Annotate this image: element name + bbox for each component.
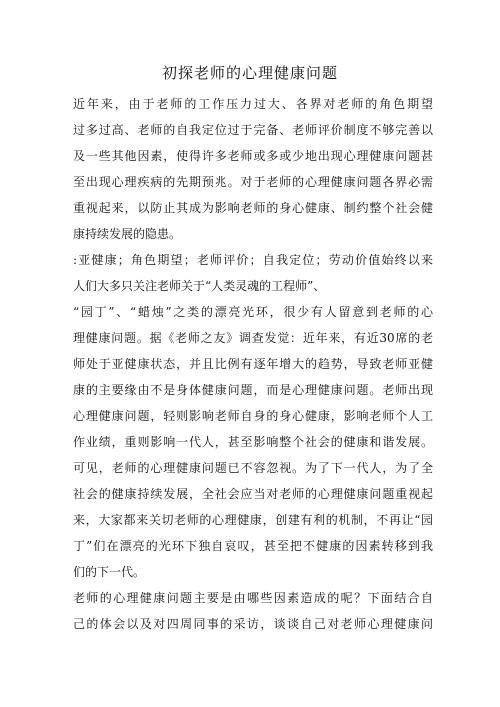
paragraph-line: 己的体会以及对四周同事的采访，谈谈自己对老师心理健康问: [73, 617, 433, 631]
paragraph-line: 师处于亚健康状态，并且比例有逐年增大的趋势，导致老师亚健: [73, 357, 433, 371]
paragraph-line: 老师的心理健康问题主要是由哪些因素造成的呢？下面结合自: [73, 591, 433, 605]
paragraph-line: 康持续发展的隐患。: [73, 227, 182, 241]
paragraph-line: “园丁”、“蜡烛”之类的漂亮光环，很少有人留意到老师的心: [73, 305, 433, 319]
paragraph-line: 及一些其他因素，使得许多老师或多或少地出现心理健康问题甚: [73, 149, 433, 163]
paragraph-line: 理健康问题。据《老师之友》调查发觉：近年来，有近30席的老: [73, 331, 433, 345]
paragraph-line: 社会的健康持续发展，全社会应当对老师的心理健康问题重视起: [73, 487, 433, 501]
paragraph-line: 心理健康问题，轻则影响老师自身的身心健康，影响老师个人工: [73, 409, 433, 423]
paragraph-line: 们的下一代。: [73, 565, 146, 579]
paragraph-line: 康的主要缘由不是身体健康问题，而是心理健康问题。老师出现: [73, 383, 433, 397]
paragraph-line: 至出现心理疾病的先期预兆。对于老师的心理健康问题各界必需: [73, 175, 433, 189]
paragraph-line: 过多过高、老师的自我定位过于完备、老师评价制度不够完善以: [73, 123, 433, 137]
paragraph-line: :亚健康；角色期望；老师评价；自我定位；劳动价值始终以来: [73, 253, 433, 267]
paragraph-line: 人们大多只关注老师关于“人类灵魂的工程师”、: [73, 279, 326, 293]
paragraph-line: 重视起来，以防止其成为影响老师的身心健康、制约整个社会健: [73, 201, 433, 215]
paragraph-line: 可见，老师的心理健康问题已不容忽视。为了下一代人，为了全: [73, 461, 433, 475]
paragraph-line: 近年来，由于老师的工作压力过大、各界对老师的角色期望: [73, 97, 433, 111]
paragraph-line: 作业绩，重则影响一代人，甚至影响整个社会的健康和谐发展。: [73, 435, 433, 449]
paragraph-line: 来，大家都来关切老师的心理健康，创建有利的机制，不再让“园: [73, 513, 433, 527]
document-title: 初探老师的心理健康问题: [161, 64, 338, 82]
paragraph-line: 丁”们在漂亮的光环下独自哀叹，甚至把不健康的因素转移到我: [73, 539, 433, 553]
